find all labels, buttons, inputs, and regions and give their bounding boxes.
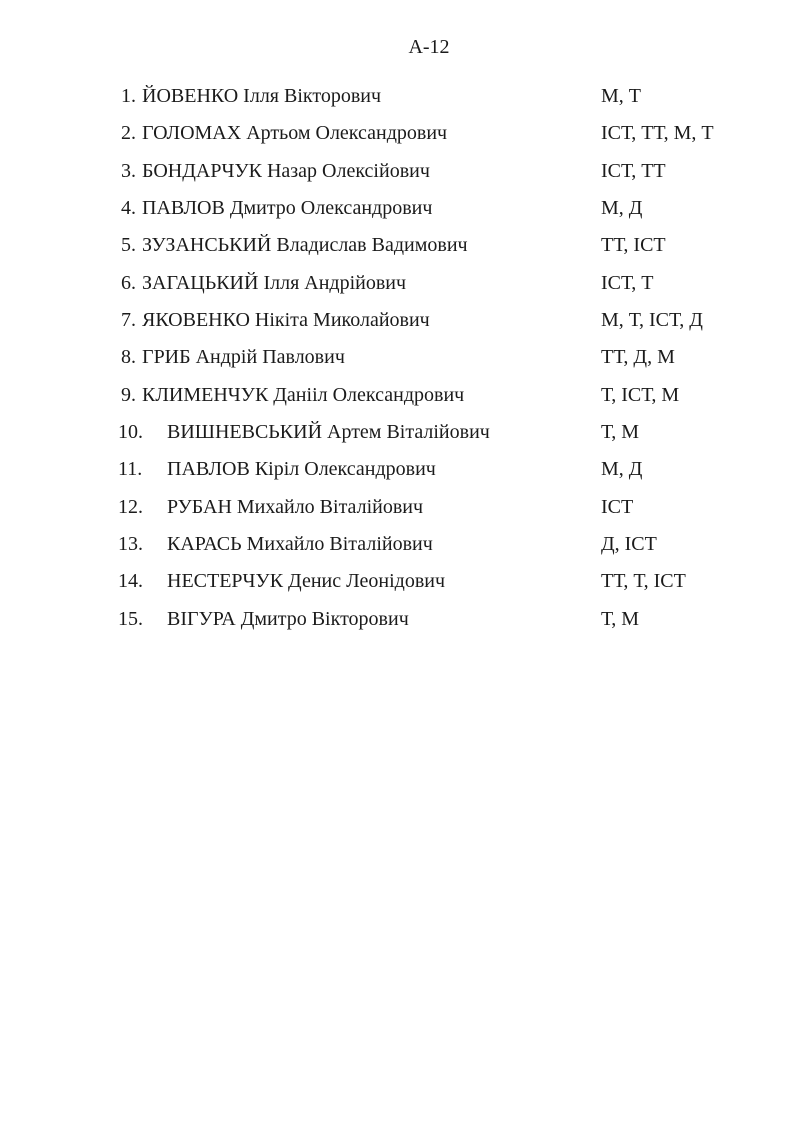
person-codes: М, Д <box>601 197 643 220</box>
person-name: ПАВЛОВ Дмитро Олександрович <box>142 197 433 220</box>
list-item <box>0 451 800 488</box>
list-item <box>0 414 800 451</box>
list-item <box>0 526 800 563</box>
person-name: БОНДАРЧУК Назар Олексійович <box>142 159 430 182</box>
person-name: КЛИМЕНЧУК Данііл Олександрович <box>142 383 465 406</box>
person-name: ГОЛОМАХ Артьом Олександрович <box>142 122 448 145</box>
list-item <box>0 115 800 152</box>
person-codes: ІСТ <box>601 495 634 518</box>
item-number: 1. <box>121 85 136 107</box>
item-number: 2. <box>121 122 136 145</box>
person-codes: ІСТ, ТТ <box>601 159 666 182</box>
item-number: 9. <box>121 383 136 406</box>
page-header: А-12 <box>408 36 450 58</box>
personnel-list <box>0 78 800 638</box>
person-codes: Т, М <box>601 421 639 444</box>
person-name: ГРИБ Андрій Павлович <box>142 346 345 369</box>
list-item <box>0 489 800 526</box>
list-item <box>0 563 800 600</box>
person-name: ПАВЛОВ Кіріл Олександрович <box>167 458 436 481</box>
item-number: 5. <box>121 234 136 257</box>
list-item <box>0 377 800 414</box>
person-codes: М, Т, ІСТ, Д <box>601 309 703 332</box>
item-number: 12. <box>118 495 143 518</box>
item-number: 14. <box>118 570 143 593</box>
person-codes: М, Т <box>601 85 641 107</box>
person-codes: Д, ІСТ <box>601 533 657 556</box>
person-name: ВІГУРА Дмитро Вікторович <box>167 607 409 630</box>
person-name: ВИШНЕВСЬКИЙ Артем Віталійович <box>167 421 490 444</box>
person-codes: ТТ, Д, М <box>601 346 675 369</box>
item-number: 8. <box>121 346 136 369</box>
list-item <box>0 78 800 115</box>
person-name: ЗУЗАНСЬКИЙ Владислав Вадимович <box>142 234 468 257</box>
item-number: 6. <box>121 271 136 294</box>
list-item <box>0 265 800 302</box>
person-name: НЕСТЕРЧУК Денис Леонідович <box>167 570 446 593</box>
list-item <box>0 601 800 638</box>
item-number: 3. <box>121 159 136 182</box>
person-name: КАРАСЬ Михайло Віталійович <box>167 533 433 556</box>
person-name: РУБАН Михайло Віталійович <box>167 495 424 518</box>
person-codes: ІСТ, Т <box>601 271 654 294</box>
item-number: 7. <box>121 309 136 332</box>
person-codes: ТТ, Т, ІСТ <box>601 570 686 593</box>
item-number: 13. <box>118 533 143 556</box>
item-number: 15. <box>118 607 143 630</box>
list-item <box>0 302 800 339</box>
person-codes: ТТ, ІСТ <box>601 234 666 257</box>
list-item <box>0 227 800 264</box>
person-name: ЙОВЕНКО Ілля Вікторович <box>142 85 382 107</box>
list-item <box>0 339 800 376</box>
person-codes: ІСТ, ТТ, М, Т <box>601 122 714 145</box>
person-codes: М, Д <box>601 458 643 481</box>
list-item <box>0 190 800 227</box>
person-name: ЯКОВЕНКО Нікіта Миколайович <box>142 309 430 332</box>
item-number: 11. <box>118 458 143 481</box>
list-item <box>0 153 800 190</box>
person-name: ЗАГАЦЬКИЙ Ілля Андрійович <box>142 271 407 294</box>
person-codes: Т, ІСТ, М <box>601 383 680 406</box>
person-codes: Т, М <box>601 607 639 630</box>
item-number: 10. <box>118 421 143 444</box>
item-number: 4. <box>121 197 136 220</box>
